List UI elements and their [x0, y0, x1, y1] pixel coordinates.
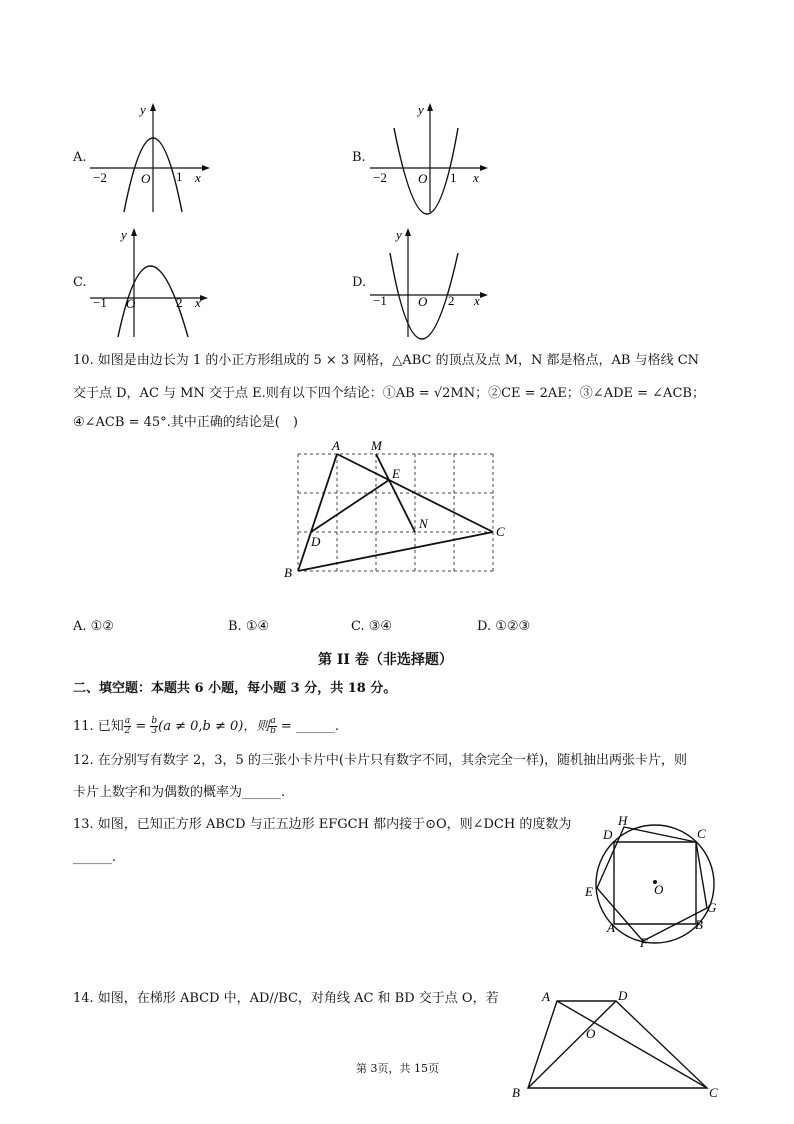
graph-d-x: x: [474, 293, 480, 308]
q14-point-o: O: [586, 1026, 596, 1041]
q14-trapezoid-figure: [508, 985, 728, 1100]
option-d-label: D.: [352, 275, 367, 290]
q11-prefix: 11. 已知: [73, 719, 124, 734]
q14-line1: 14. 如图，在梯形 ABCD 中，AD//BC，对角线 AC 和 BD 交于点 O，若: [73, 991, 499, 1006]
graph-c-y: y: [121, 227, 127, 242]
q10-grid-figure: [280, 435, 520, 585]
graph-a-y: y: [140, 102, 146, 117]
page-footer: 第 3页，共 15页: [356, 1062, 439, 1075]
q10-line1: 10. 如图是由边长为 1 的小正方形组成的 5 × 3 网格，△ABC 的顶点及点 M，N 都是格点，AB 与格线 CN: [73, 353, 700, 368]
q13-point-a: A: [607, 920, 615, 935]
q12-line1: 12. 在分别写有数字 2，3，5 的三张小卡片中(卡片只有数字不同，其余完全一样)，随机抽出两张卡片，则: [73, 753, 688, 768]
q14-point-a: A: [542, 989, 550, 1004]
q10-point-d: D: [311, 534, 321, 549]
graph-d-y: y: [396, 227, 402, 242]
graph-b-tick-pos: 1: [450, 170, 457, 185]
q10-point-c: C: [496, 524, 505, 539]
q13-point-o: O: [654, 882, 664, 897]
q13-point-b: B: [695, 917, 703, 932]
q11: [73, 712, 339, 742]
q10-point-e: E: [392, 466, 400, 481]
q10-option-d: D. ①②③: [477, 619, 531, 634]
graph-d: [370, 225, 500, 340]
q10-line3: ④∠ACB = 45°.其中正确的结论是( ): [73, 415, 298, 430]
graph-b-x: x: [473, 170, 479, 185]
graph-c-tick-neg: −1: [93, 295, 107, 310]
graph-a-x: x: [195, 170, 201, 185]
q11-suffix: = ______.: [276, 719, 340, 734]
q13-point-h: H: [618, 813, 628, 828]
q11-cond: (a ≠ 0,b ≠ 0)，则: [158, 719, 270, 734]
q13-point-d: D: [603, 827, 613, 842]
graph-a-tick-pos: 1: [176, 169, 183, 184]
graph-b: [370, 100, 500, 215]
q11-frac3: $\frac{a}{b}$: [270, 716, 276, 736]
q10-option-a: A. ①②: [73, 619, 114, 634]
q10-point-a: A: [332, 438, 340, 453]
graph-b-origin: O: [418, 171, 428, 186]
graph-d-tick-neg: −1: [373, 293, 387, 308]
graph-b-y: y: [418, 102, 424, 117]
q11-frac1: $\frac{a}{2}$: [124, 716, 131, 736]
graph-a-origin: O: [141, 171, 151, 186]
option-b-label: B.: [352, 150, 366, 165]
q13-point-g: G: [707, 900, 717, 915]
option-a-label: A.: [73, 150, 87, 165]
graph-a: [90, 100, 220, 215]
graph-d-origin: O: [418, 294, 428, 309]
q14-point-c: C: [709, 1085, 718, 1100]
q13-point-f: F: [640, 935, 648, 950]
graph-a-tick-neg: −2: [93, 170, 107, 185]
q10-option-b: B. ①④: [228, 619, 270, 634]
q11-frac2: $\frac{b}{3}$: [151, 716, 158, 736]
q10-option-c: C. ③④: [351, 619, 393, 634]
graph-b-tick-neg: −2: [373, 170, 387, 185]
q13-line1: 13. 如图，已知正方形 ABCD 与正五边形 EFGCH 都内接于⊙O，则∠DCH 的度数为: [73, 817, 572, 832]
q13-point-c: C: [697, 826, 706, 841]
graph-c: [90, 225, 220, 340]
graph-c-origin: O: [126, 296, 136, 311]
q10-point-b: B: [284, 565, 292, 580]
q14-point-b: B: [512, 1085, 520, 1100]
q11-eq: =: [131, 719, 151, 734]
q14-point-d: D: [618, 988, 628, 1003]
graph-c-x: x: [195, 295, 201, 310]
graph-c-tick-pos: 2: [176, 295, 183, 310]
section2-heading: 二、填空题：本题共 6 小题，每小题 3 分，共 18 分。: [73, 681, 397, 696]
q10-point-m: M: [371, 438, 382, 453]
q13-circle-figure: [580, 810, 730, 950]
q13-line2: ______.: [73, 850, 117, 865]
graph-d-tick-pos: 2: [448, 293, 455, 308]
q13-point-e: E: [585, 884, 593, 899]
q10-line2: 交于点 D，AC 与 MN 交于点 E.则有以下四个结论：①AB = √2MN；②CE = 2AE；③∠ADE = ∠ACB；: [73, 386, 705, 401]
option-c-label: C.: [73, 275, 87, 290]
part2-title: 第 II 卷（非选择题）: [318, 652, 453, 668]
q12-line2: 卡片上数字和为偶数的概率为______.: [73, 785, 286, 800]
q10-point-n: N: [419, 516, 428, 531]
